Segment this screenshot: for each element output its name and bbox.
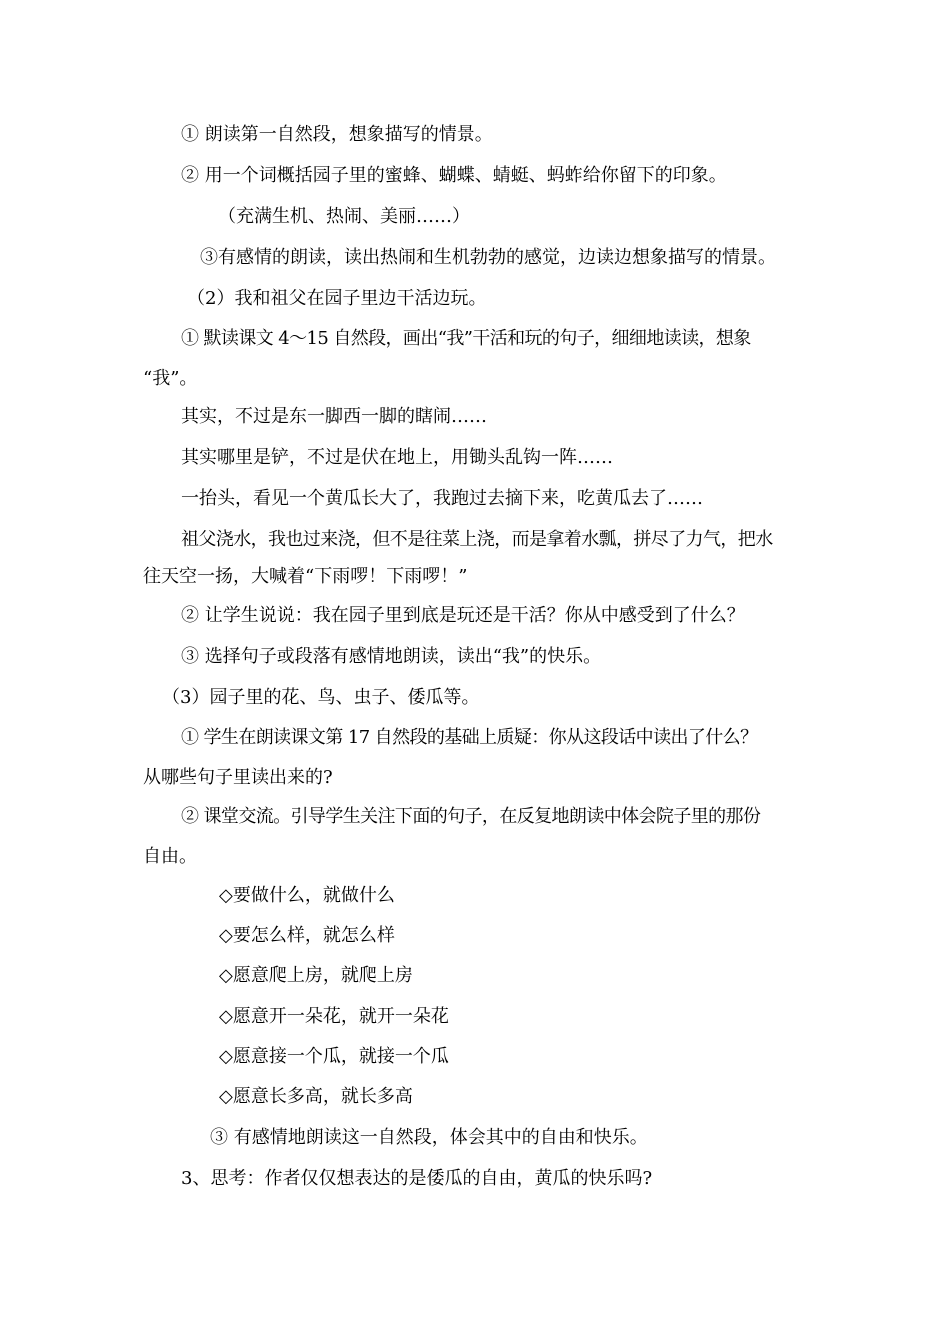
text-line: 3、思考：作者仅仅想表达的是倭瓜的自由，黄瓜的快乐吗? (181, 1168, 653, 1189)
list-item: ◇要做什么，就做什么 (219, 885, 395, 906)
list-item: ◇要怎么样，就怎么样 (219, 925, 395, 946)
text-line: “我”。 (143, 368, 198, 389)
text-line: 自由。 (143, 846, 197, 867)
text-line: ① 学生在朗读课文第 17 自然段的基础上质疑：你从这段话中读出了什么？ (181, 727, 758, 748)
text-line: （充满生机、热闹、美丽……） (218, 206, 470, 227)
text-line: （3）园子里的花、鸟、虫子、倭瓜等。 (162, 687, 480, 708)
text-line: （2）我和祖父在园子里边干活边玩。 (187, 288, 487, 309)
list-item: ◇愿意爬上房，就爬上房 (219, 965, 413, 986)
text-line: ② 用一个词概括园子里的蜜蜂、蝴蝶、蜻蜓、蚂蚱给你留下的印象。 (181, 165, 727, 186)
text-line: ③ 有感情地朗读这一自然段，体会其中的自由和快乐。 (210, 1127, 648, 1148)
text-line: ② 让学生说说：我在园子里到底是玩还是干活？你从中感受到了什么？ (181, 605, 745, 626)
list-item: ◇愿意长多高，就长多高 (219, 1086, 413, 1107)
list-item: ◇愿意开一朵花，就开一朵花 (219, 1006, 449, 1027)
text-line: 一抬头，看见一个黄瓜长大了，我跑过去摘下来，吃黄瓜去了…… (181, 488, 703, 509)
text-line: 祖父浇水，我也过来浇，但不是往菜上浇，而是拿着水瓢，拼尽了力气，把水 (181, 529, 773, 550)
text-line: ③ 选择句子或段落有感情地朗读，读出“我”的快乐。 (181, 646, 602, 667)
list-item: ◇愿意接一个瓜，就接一个瓜 (219, 1046, 449, 1067)
text-line: 其实，不过是东一脚西一脚的瞎闹…… (181, 406, 487, 427)
text-line: ② 课堂交流。引导学生关注下面的句子，在反复地朗读中体会院子里的那份 (181, 806, 761, 827)
text-line: 从哪些句子里读出来的? (143, 767, 333, 788)
text-line: 其实哪里是铲，不过是伏在地上，用锄头乱钩一阵…… (181, 447, 613, 468)
text-line: ① 朗读第一自然段，想象描写的情景。 (181, 124, 493, 145)
text-line: 往天空一扬，大喊着“下雨啰！下雨啰！” (143, 566, 468, 587)
text-line: ① 默读课文 4～15 自然段，画出“我”干活和玩的句子，细细地读读，想象 (181, 328, 751, 349)
text-line: ③有感情的朗读，读出热闹和生机勃勃的感觉，边读边想象描写的情景。 (200, 247, 776, 268)
